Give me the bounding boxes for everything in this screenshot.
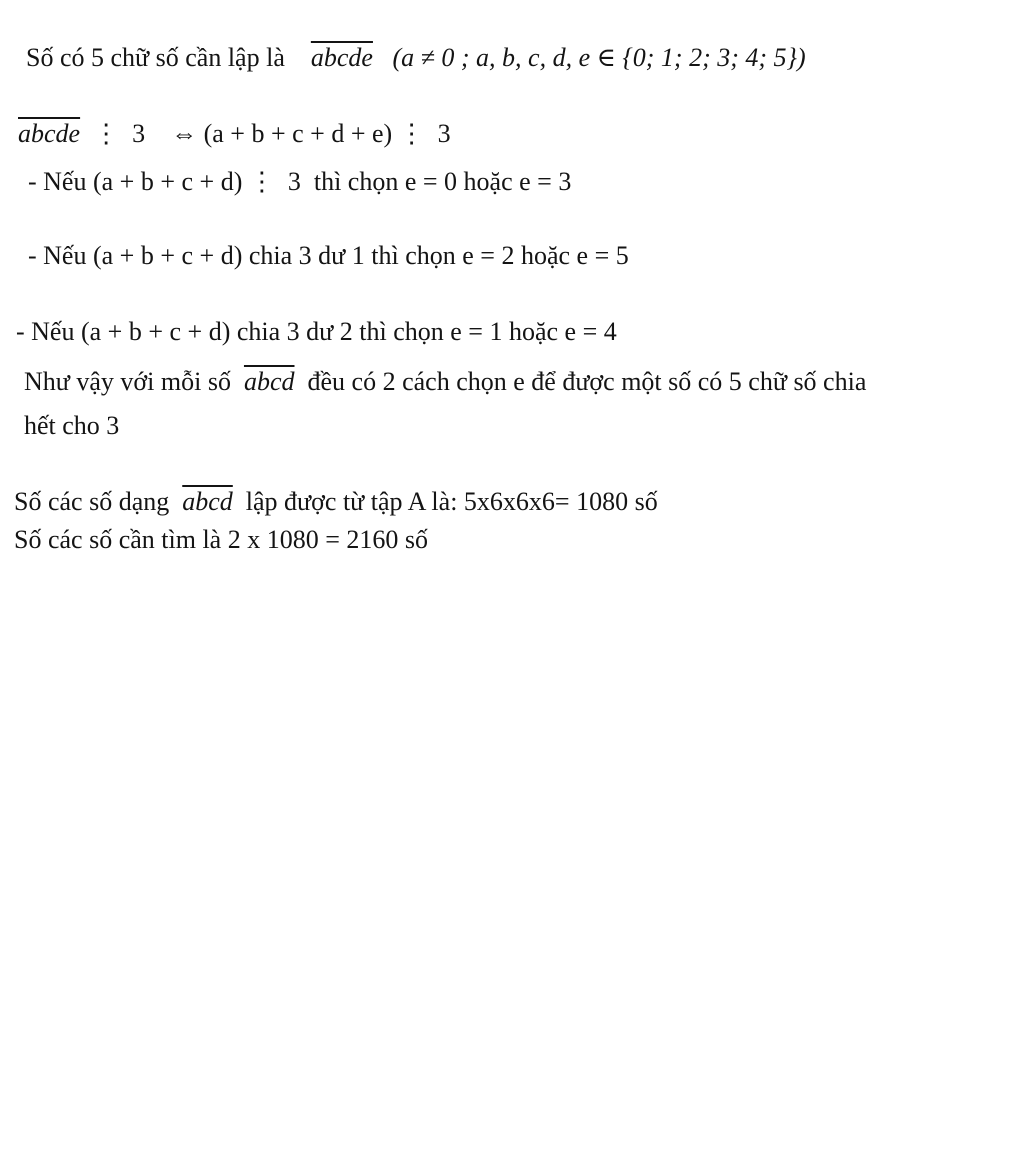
overline-abcde-2: abcde <box>18 119 81 148</box>
digit-condition: (a ≠ 0 ; a, b, c, d, e ∈ {0; 1; 2; 3; 4; 5}) <box>392 43 806 72</box>
line-case-remainder-0: - Nếu (a + b + c + d) ⋮ 3 thì chọn e = 0 hoặc e = 3 <box>28 167 572 196</box>
line-number-setup: Số có 5 chữ số cần lập là abcde (a ≠ 0 ; a, b, c, d, e ∈ {0; 1; 2; 3; 4; 5}) <box>26 43 806 72</box>
line-conclusion-cont: hết cho 3 <box>24 411 120 440</box>
overline-abcde: abcde <box>310 43 373 72</box>
line-case-remainder-1: - Nếu (a + b + c + d) chia 3 dư 1 thì chọn e = 2 hoặc e = 5 <box>28 241 629 270</box>
line-case-remainder-2: - Nếu (a + b + c + d) chia 3 dư 2 thì chọn e = 1 hoặc e = 4 <box>16 317 617 346</box>
overline-abcd: abcd <box>243 367 295 396</box>
line-conclusion: Như vậy với mỗi số abcd đều có 2 cách chọn e để được một số có 5 chữ số chia <box>24 367 867 396</box>
line-final-answer: Số các số cần tìm là 2 x 1080 = 2160 số <box>14 525 428 554</box>
overline-abcd-2: abcd <box>182 487 233 516</box>
line-count-abcd: Số các số dạng abcd lập được từ tập A là: 5x6x6x6= 1080 số <box>14 487 658 516</box>
line-divisibility-rule: abcde ⋮ 3 ⇔ (a + b + c + d + e) ⋮ 3 <box>18 119 451 148</box>
cropped-heading-fragment <box>44 0 294 4</box>
